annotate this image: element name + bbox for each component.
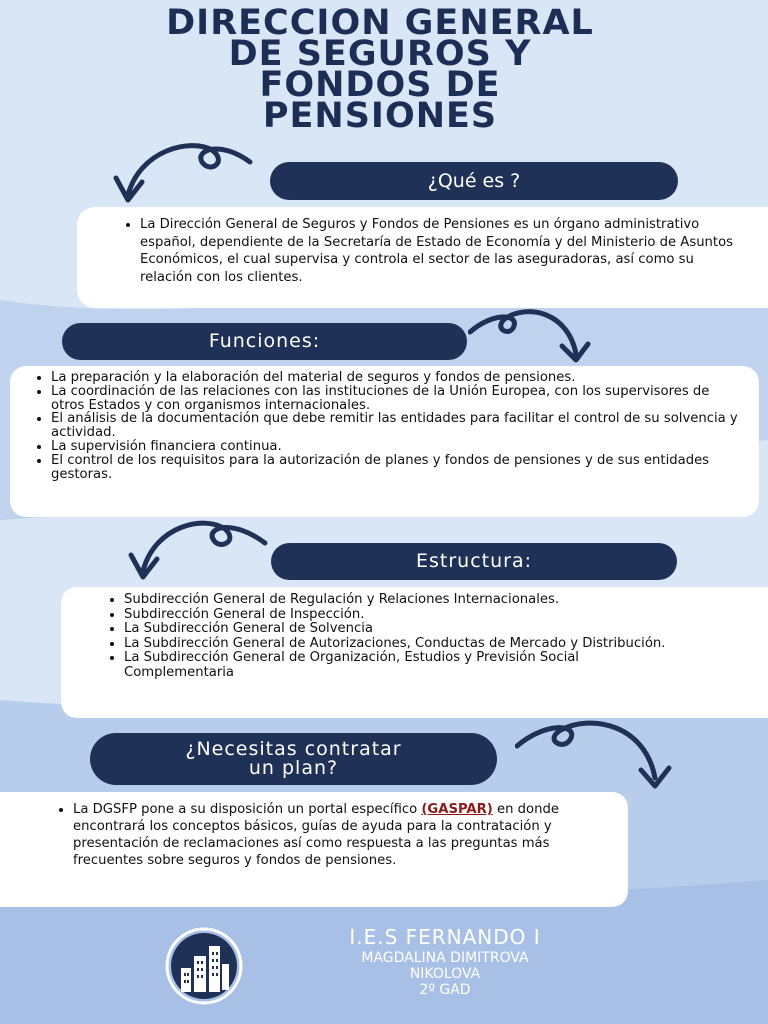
list-item: • La Subdirección General de Solvencia bbox=[124, 622, 678, 637]
plan-text-before: La DGSFP pone a su disposición un portal específico bbox=[73, 802, 418, 817]
estructura-heading-text: Estructura: bbox=[415, 550, 532, 572]
plan-box bbox=[0, 792, 628, 907]
list-item: • La coordinación de las relaciones con las instituciones de la Unión Europea, con los supervisores de otros Estados y con organismos internacionales. bbox=[51, 385, 741, 413]
title-line: DIRECCION GENERAL bbox=[166, 3, 594, 43]
curved-arrow-icon bbox=[115, 515, 275, 585]
title-line: DE SEGUROS Y bbox=[228, 34, 532, 74]
author-name: MAGDALINA DIMITROVA bbox=[361, 950, 529, 966]
section-heading-plan bbox=[90, 733, 497, 785]
school-logo-icon bbox=[164, 926, 244, 1006]
que-es-heading-text: ¿Qué es ? bbox=[427, 170, 521, 192]
list-item: • El análisis de la documentación que debe remitir las entidades para facilitar el control de su solvencia y actividad. bbox=[51, 412, 741, 440]
plan-heading-line: un plan? bbox=[248, 757, 339, 779]
plan-heading-line: ¿Necesitas contratar bbox=[185, 738, 402, 760]
que-es-box bbox=[77, 207, 768, 308]
title-line: FONDOS DE bbox=[259, 65, 501, 105]
list-item bbox=[73, 801, 568, 869]
list-item: • La Subdirección General de Autorizaciones, Conductas de Mercado y Distribución. bbox=[124, 637, 678, 652]
list-item: • Subdirección General de Inspección. bbox=[124, 608, 678, 623]
estructura-box bbox=[61, 587, 768, 718]
list-item: • La preparación y la elaboración del material de seguros y fondos de pensiones. bbox=[51, 371, 741, 385]
author-name: NIKOLOVA bbox=[409, 966, 481, 982]
title-line: PENSIONES bbox=[262, 96, 498, 136]
group-label: 2º GAD bbox=[419, 982, 471, 998]
school-name: I.E.S FERNANDO I bbox=[349, 925, 541, 949]
footer bbox=[300, 926, 590, 998]
list-item: • El control de los requisitos para la autorización de planes y fondos de pensiones y de sus entidades gestoras. bbox=[51, 454, 741, 482]
section-heading-que-es bbox=[270, 162, 678, 200]
funciones-box bbox=[10, 366, 759, 517]
curved-arrow-icon bbox=[100, 140, 260, 210]
curved-arrow-icon bbox=[515, 718, 695, 798]
list-item: • La supervisión financiera continua. bbox=[51, 440, 741, 454]
curved-arrow-icon bbox=[468, 308, 608, 368]
gaspar-link[interactable]: (GASPAR) bbox=[421, 802, 493, 817]
plan-text-after: en donde encontrará los conceptos básicos, guías de ayuda para la contratación y presentación de reclamaciones así como respuesta a las preguntas más frecuentes sobre seguros y fondos de pensiones. bbox=[73, 802, 559, 868]
list-item: • La Subdirección General de Organización, Estudios y Previsión Social Complementaria bbox=[124, 651, 678, 680]
funciones-heading-text: Funciones: bbox=[208, 330, 321, 352]
page-title bbox=[30, 3, 730, 136]
list-item: • La Dirección General de Seguros y Fondos de Pensiones es un órgano administrativo español, dependiente de la Secretaría de Estado de Economía y del Ministerio de Asuntos Económicos, el cual supervisa y controla el sector de las aseguradoras, así como su relación con los clientes. bbox=[140, 216, 748, 286]
list-item: • Subdirección General de Regulación y Relaciones Internacionales. bbox=[124, 593, 678, 608]
section-heading-funciones bbox=[62, 323, 467, 360]
section-heading-estructura bbox=[271, 543, 677, 580]
